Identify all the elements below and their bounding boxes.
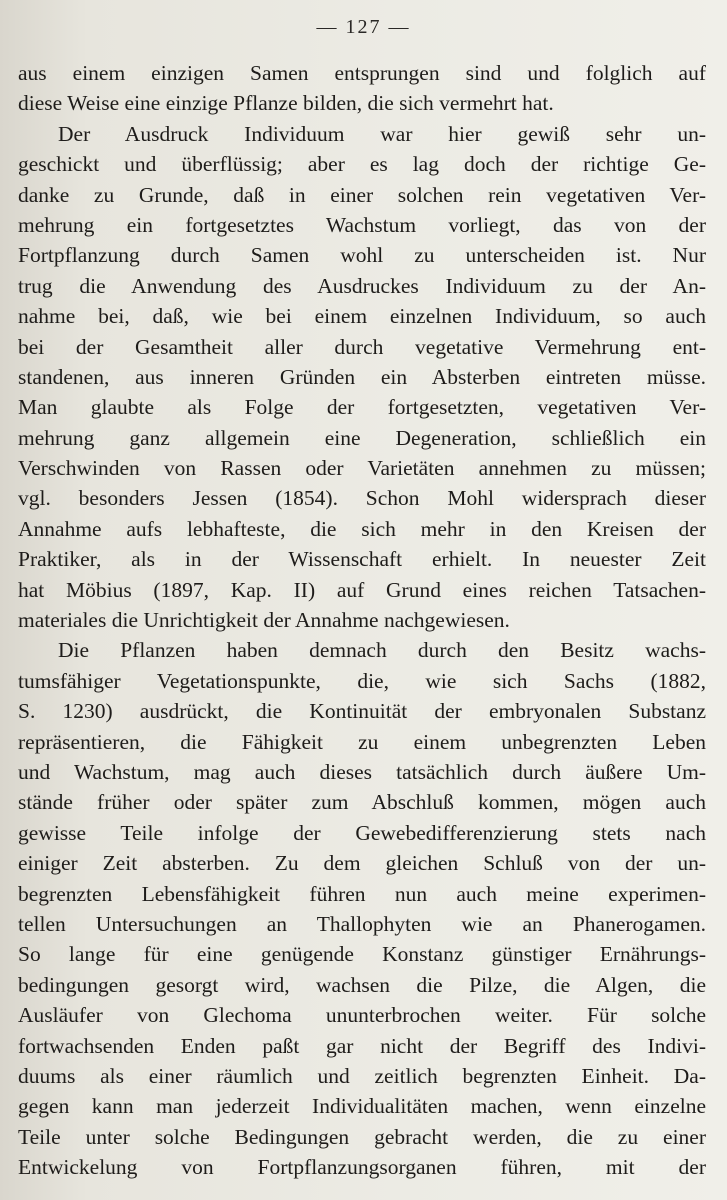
text-line: gewisse Teile infolge der Gewebedifferenzierung stets nach	[18, 820, 706, 845]
text-line: tumsfähiger Vegetationspunkte, die, wie sich Sachs (1882,	[18, 668, 706, 693]
text-line: Praktiker, als in der Wissenschaft erhielt. In neuester Zeit	[18, 547, 706, 572]
text-line: Der Ausdruck Individuum war hier gewiß sehr un-	[58, 121, 706, 146]
text-line: trug die Anwendung des Ausdruckes Individuum zu der An-	[18, 273, 706, 298]
text-line: mehrung ein fortgesetztes Wachstum vorliegt, das von der	[18, 212, 706, 237]
body-text	[18, 58, 706, 1182]
text-line: Die Pflanzen haben demnach durch den Besitz wachs-	[58, 638, 706, 663]
text-line: diese Weise eine einzige Pflanze bilden, die sich vermehrt hat.	[18, 91, 554, 116]
text-line: standenen, aus inneren Gründen ein Absterben eintreten müsse.	[18, 364, 706, 389]
text-line: mehrung ganz allgemein eine Degeneration, schließlich ein	[18, 425, 706, 450]
text-line: tellen Untersuchungen an Thallophyten wie an Phanerogamen.	[18, 911, 706, 936]
text-line: vgl. besonders Jessen (1854). Schon Mohl widersprach dieser	[18, 486, 706, 511]
text-line: begrenzten Lebensfähigkeit führen nun auch meine experimen-	[18, 881, 706, 906]
text-line: Verschwinden von Rassen oder Varietäten annehmen zu müssen;	[18, 456, 706, 481]
text-line: bedingungen gesorgt wird, wachsen die Pilze, die Algen, die	[18, 972, 706, 997]
text-line: fortwachsenden Enden paßt gar nicht der Begriff des Indivi-	[18, 1033, 706, 1058]
text-line: Man glaubte als Folge der fortgesetzten, vegetativen Ver-	[18, 395, 706, 420]
text-line: geschickt und überflüssig; aber es lag doch der richtige Ge-	[18, 152, 706, 177]
text-line: Teile unter solche Bedingungen gebracht werden, die zu einer	[18, 1124, 706, 1149]
text-line: nahme bei, daß, wie bei einem einzelnen Individuum, so auch	[18, 304, 706, 329]
text-line: Fortpflanzung durch Samen wohl zu unterscheiden ist. Nur	[18, 243, 706, 268]
text-line: Entwickelung von Fortpflanzungsorganen führen, mit der	[18, 1155, 706, 1180]
text-line: bei der Gesamtheit aller durch vegetative Vermehrung ent-	[18, 334, 706, 359]
page-number: — 127 —	[316, 16, 411, 38]
text-line: duums als einer räumlich und zeitlich begrenzten Einheit. Da-	[18, 1063, 706, 1088]
text-line: stände früher oder später zum Abschluß kommen, mögen auch	[18, 790, 706, 815]
text-line: Ausläufer von Glechoma ununterbrochen weiter. Für solche	[18, 1003, 706, 1028]
text-line: materiales die Unrichtigkeit der Annahme nachgewiesen.	[18, 608, 510, 633]
text-line: gegen kann man jederzeit Individualitäten machen, wenn einzelne	[18, 1094, 706, 1119]
text-line: repräsentieren, die Fähigkeit zu einem unbegrenzten Leben	[18, 729, 706, 754]
text-line: aus einem einzigen Samen entsprungen sind und folglich auf	[18, 61, 706, 85]
text-line: hat Möbius (1897, Kap. II) auf Grund eines reichen Tatsachen-	[18, 577, 706, 602]
text-line: So lange für eine genügende Konstanz günstiger Ernährungs-	[18, 942, 706, 967]
text-line: und Wachstum, mag auch dieses tatsächlich durch äußere Um-	[18, 759, 706, 784]
text-line: S. 1230) ausdrückt, die Kontinuität der embryonalen Substanz	[18, 699, 706, 724]
text-line: einiger Zeit absterben. Zu dem gleichen Schluß von der un-	[18, 851, 706, 876]
text-line: Annahme aufs lebhafteste, die sich mehr in den Kreisen der	[18, 516, 706, 541]
text-line: danke zu Grunde, daß in einer solchen rein vegetativen Ver-	[18, 182, 706, 207]
